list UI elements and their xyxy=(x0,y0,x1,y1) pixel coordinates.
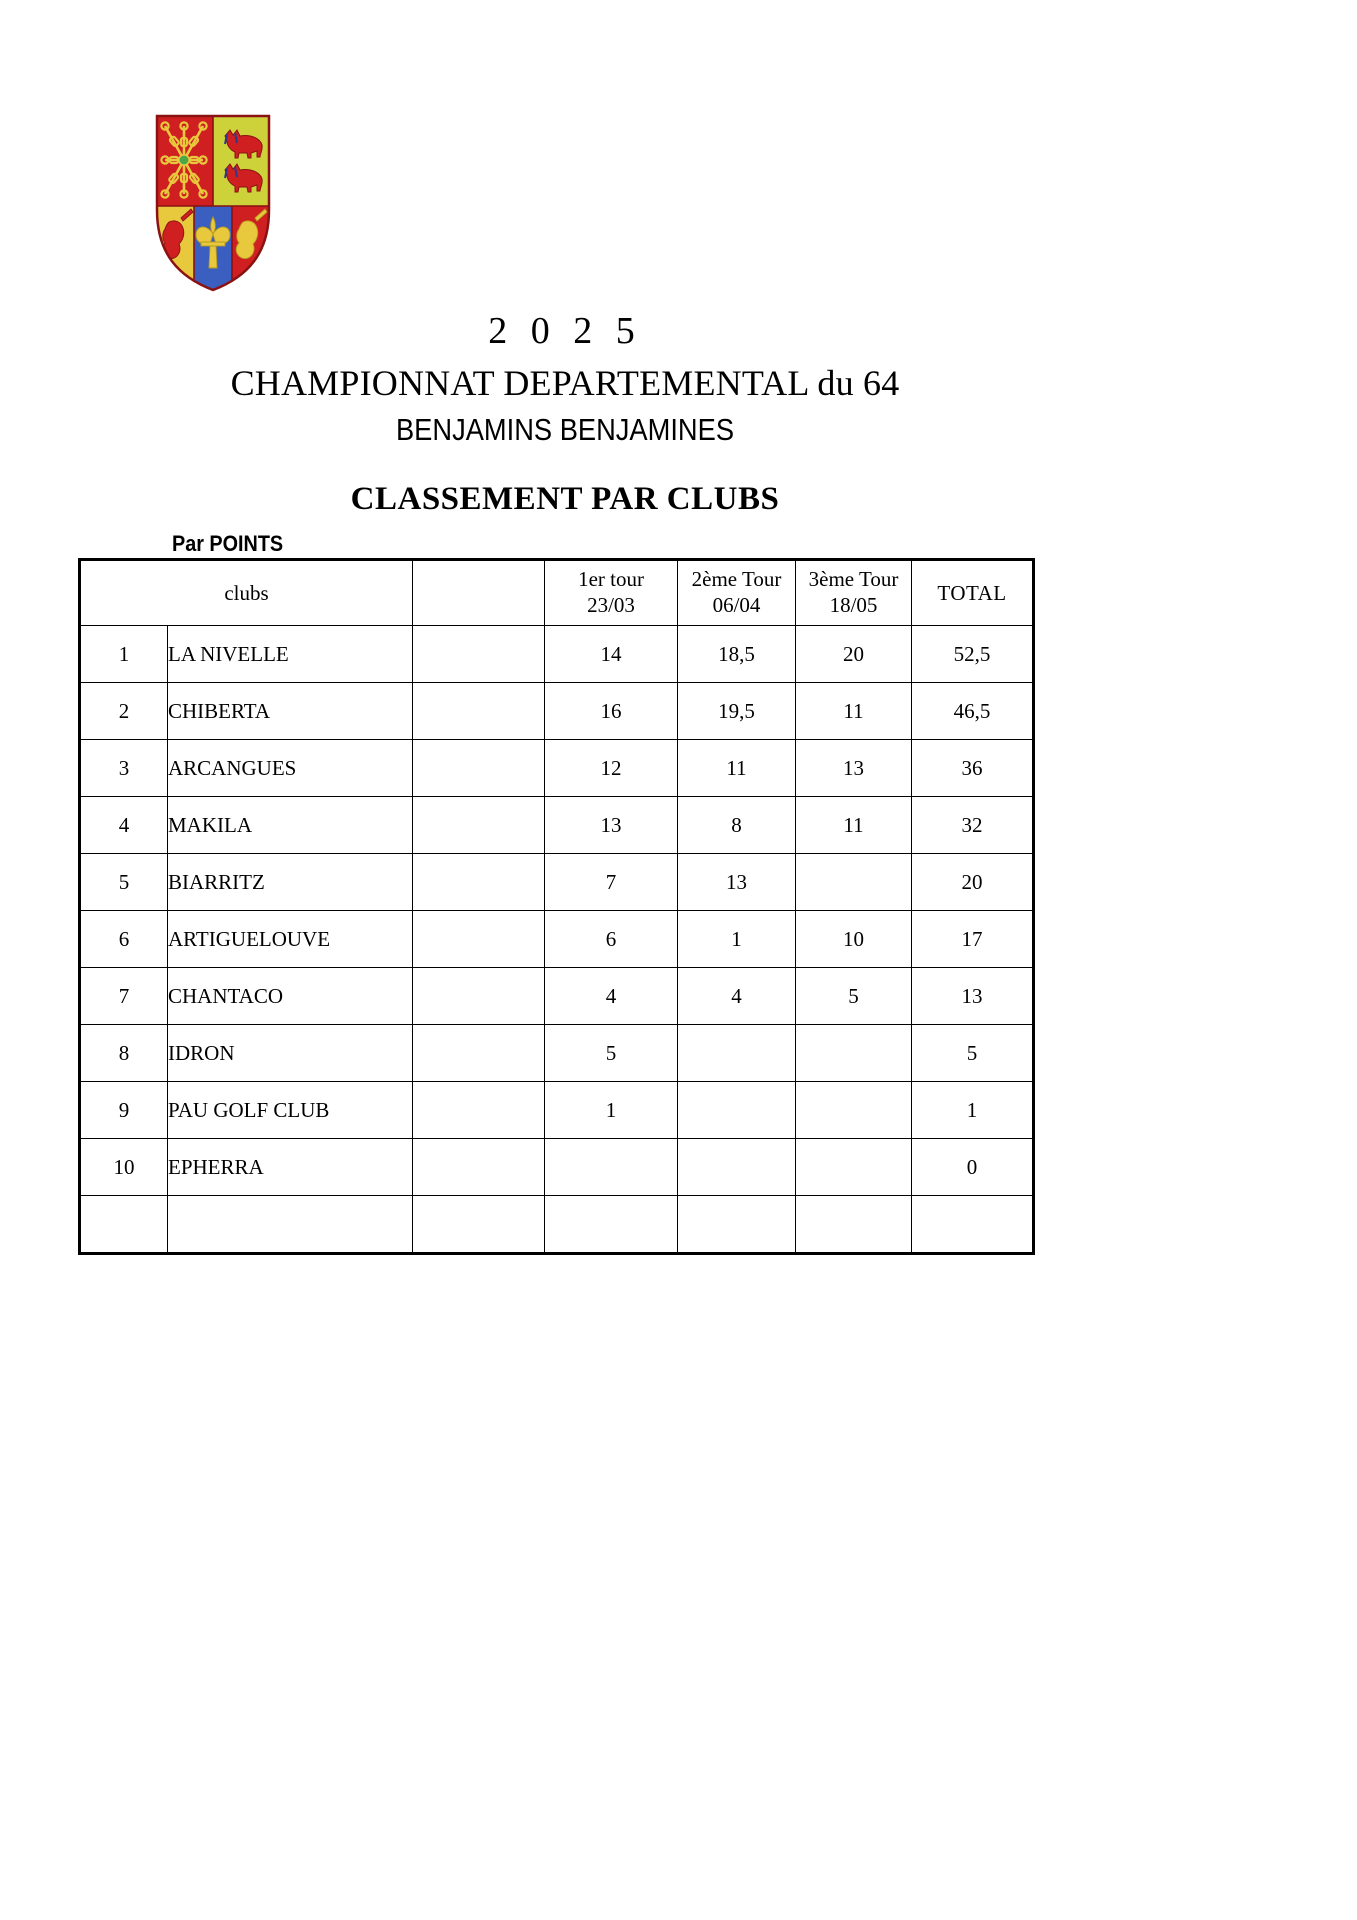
table-row xyxy=(80,854,1034,911)
table-empty-row xyxy=(80,1196,1034,1254)
cell-tour-2 xyxy=(678,1139,796,1196)
cell-club: ARCANGUES xyxy=(168,740,413,797)
cell-total: 36 xyxy=(912,740,1034,797)
header-total: TOTAL xyxy=(912,560,1034,626)
cell-tour-1: 6 xyxy=(545,911,678,968)
cell-club: CHANTACO xyxy=(168,968,413,1025)
cell-blank xyxy=(413,854,545,911)
championship-title: CHAMPIONNAT DEPARTEMENTAL du 64 xyxy=(230,362,900,403)
cell-blank xyxy=(413,797,545,854)
cell-tour-1: 4 xyxy=(545,968,678,1025)
header-tour-3-date: 18/05 xyxy=(829,593,878,617)
table-row xyxy=(80,626,1034,683)
cell-tour-2 xyxy=(678,1196,796,1254)
year-title: 2 0 2 5 xyxy=(488,310,642,352)
table-row xyxy=(80,1139,1034,1196)
table-row xyxy=(80,740,1034,797)
cell-rank: 8 xyxy=(80,1025,168,1082)
cell-club xyxy=(168,1196,413,1254)
cell-club: PAU GOLF CLUB xyxy=(168,1082,413,1139)
cell-rank: 4 xyxy=(80,797,168,854)
cell-club: EPHERRA xyxy=(168,1139,413,1196)
cell-club: MAKILA xyxy=(168,797,413,854)
cell-tour-3: 20 xyxy=(796,626,912,683)
cell-blank xyxy=(413,740,545,797)
table-row xyxy=(80,911,1034,968)
cell-tour-3: 5 xyxy=(796,968,912,1025)
cell-tour-3 xyxy=(796,1025,912,1082)
cell-rank: 5 xyxy=(80,854,168,911)
ranking-title: CLASSEMENT PAR CLUBS xyxy=(350,480,780,517)
cell-tour-1 xyxy=(545,1196,678,1254)
coat-of-arms xyxy=(155,114,271,292)
cell-tour-2: 4 xyxy=(678,968,796,1025)
cell-blank xyxy=(413,1139,545,1196)
cell-tour-3 xyxy=(796,1139,912,1196)
cell-tour-2: 1 xyxy=(678,911,796,968)
cell-tour-2 xyxy=(678,1025,796,1082)
cell-rank: 7 xyxy=(80,968,168,1025)
cell-tour-1: 7 xyxy=(545,854,678,911)
header-blank xyxy=(413,560,545,626)
cell-club: BIARRITZ xyxy=(168,854,413,911)
cell-rank: 1 xyxy=(80,626,168,683)
cell-rank xyxy=(80,1196,168,1254)
cell-tour-3: 13 xyxy=(796,740,912,797)
cell-tour-1: 12 xyxy=(545,740,678,797)
cell-tour-3 xyxy=(796,854,912,911)
cell-tour-3 xyxy=(796,1196,912,1254)
cell-tour-1: 5 xyxy=(545,1025,678,1082)
header-tour-2-date: 06/04 xyxy=(712,593,761,617)
cell-rank: 3 xyxy=(80,740,168,797)
cell-tour-2: 13 xyxy=(678,854,796,911)
cell-total: 13 xyxy=(912,968,1034,1025)
cell-tour-2: 8 xyxy=(678,797,796,854)
cell-total: 0 xyxy=(912,1139,1034,1196)
cell-tour-2: 18,5 xyxy=(678,626,796,683)
cell-blank xyxy=(413,911,545,968)
cell-tour-3: 11 xyxy=(796,683,912,740)
header-tour-2-name: 2ème Tour xyxy=(691,567,782,592)
cell-blank xyxy=(413,1025,545,1082)
document-header xyxy=(0,310,1130,518)
coat-of-arms-svg xyxy=(155,114,271,292)
cell-blank xyxy=(413,1082,545,1139)
cell-club: IDRON xyxy=(168,1025,413,1082)
table-row xyxy=(80,1082,1034,1139)
table-body xyxy=(80,626,1034,1254)
cell-total: 20 xyxy=(912,854,1034,911)
cell-total xyxy=(912,1196,1034,1254)
cell-blank xyxy=(413,1196,545,1254)
cell-rank: 2 xyxy=(80,683,168,740)
category-title: BENJAMINS BENJAMINES xyxy=(395,412,735,448)
cell-club: LA NIVELLE xyxy=(168,626,413,683)
table-row xyxy=(80,683,1034,740)
cell-tour-1: 16 xyxy=(545,683,678,740)
cell-tour-1 xyxy=(545,1139,678,1196)
cell-rank: 6 xyxy=(80,911,168,968)
ranking-basis-label: Par POINTS xyxy=(172,531,284,556)
header-tour-1-date: 23/03 xyxy=(587,593,635,617)
cell-rank: 9 xyxy=(80,1082,168,1139)
cell-blank xyxy=(413,626,545,683)
table-row xyxy=(80,1025,1034,1082)
cell-tour-2: 11 xyxy=(678,740,796,797)
cell-tour-1: 1 xyxy=(545,1082,678,1139)
header-tour-2 xyxy=(678,560,796,626)
cell-tour-3: 11 xyxy=(796,797,912,854)
cell-rank: 10 xyxy=(80,1139,168,1196)
table-header-row xyxy=(80,560,1034,626)
cell-blank xyxy=(413,683,545,740)
club-ranking-table xyxy=(78,558,1035,1255)
header-tour-3 xyxy=(796,560,912,626)
cell-tour-1: 14 xyxy=(545,626,678,683)
cell-total: 52,5 xyxy=(912,626,1034,683)
header-tour-1 xyxy=(545,560,678,626)
cell-tour-3 xyxy=(796,1082,912,1139)
cell-total: 32 xyxy=(912,797,1034,854)
cell-total: 1 xyxy=(912,1082,1034,1139)
cell-blank xyxy=(413,968,545,1025)
header-clubs: clubs xyxy=(80,560,413,626)
header-tour-1-name: 1er tour xyxy=(578,567,644,592)
cell-total: 46,5 xyxy=(912,683,1034,740)
table-row xyxy=(80,968,1034,1025)
cell-tour-1: 13 xyxy=(545,797,678,854)
table-row xyxy=(80,797,1034,854)
cell-club: ARTIGUELOUVE xyxy=(168,911,413,968)
cell-tour-2 xyxy=(678,1082,796,1139)
cell-tour-2: 19,5 xyxy=(678,683,796,740)
cell-club: CHIBERTA xyxy=(168,683,413,740)
cell-total: 5 xyxy=(912,1025,1034,1082)
cell-tour-3: 10 xyxy=(796,911,912,968)
cell-total: 17 xyxy=(912,911,1034,968)
header-tour-3-name: 3ème Tour xyxy=(808,567,899,592)
